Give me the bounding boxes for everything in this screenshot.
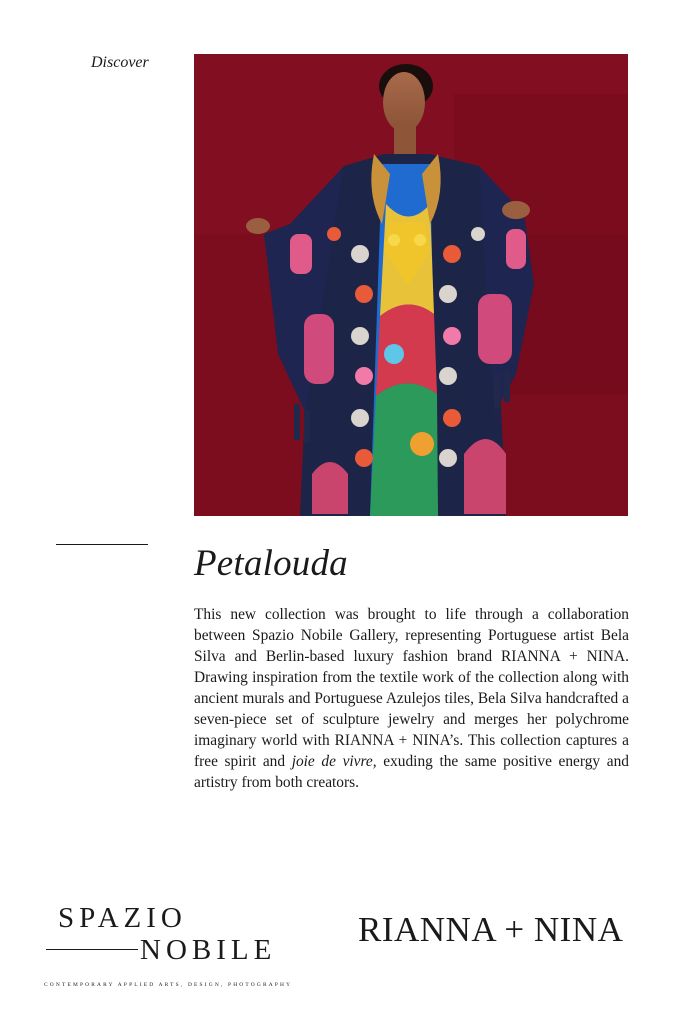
section-label: Discover: [91, 54, 149, 71]
rianna-nina-logo: RIANNA + NINA: [358, 910, 624, 949]
body-text-2: exuding the same positive energy and artistry from both creators.: [194, 753, 629, 791]
spazio-logo-tagline: CONTEMPORARY APPLIED ARTS, DESIGN, PHOTOGRAPHY: [44, 982, 293, 988]
fashion-illustration: [194, 54, 628, 516]
spazio-logo-line2: NOBILE: [140, 934, 277, 966]
hero-photo: [194, 54, 628, 516]
spazio-nobile-logo: [44, 902, 304, 994]
spazio-logo-line1: SPAZIO: [58, 902, 187, 934]
body-text-1: This new collection was brought to life through a collaboration between Spazio Nobile Gallery, representing Portuguese artist Bela Silva and Berlin-based luxury fashion brand RIANNA + NINA. Drawing inspiration from the textile work of the collection along with ancient murals and Portuguese Azulejos tiles, Bela Silva handcrafted a seven-piece set of sculpture jewelry and merges her polychrome imaginary world with RIANNA + NINA’s. This collection captures a free spirit and: [194, 606, 629, 770]
article-body: [194, 604, 629, 793]
body-text-italic: joie de vivre,: [291, 753, 377, 770]
article-title: Petalouda: [194, 543, 348, 584]
divider-line: [56, 544, 148, 545]
spazio-logo-rule: [46, 949, 138, 950]
